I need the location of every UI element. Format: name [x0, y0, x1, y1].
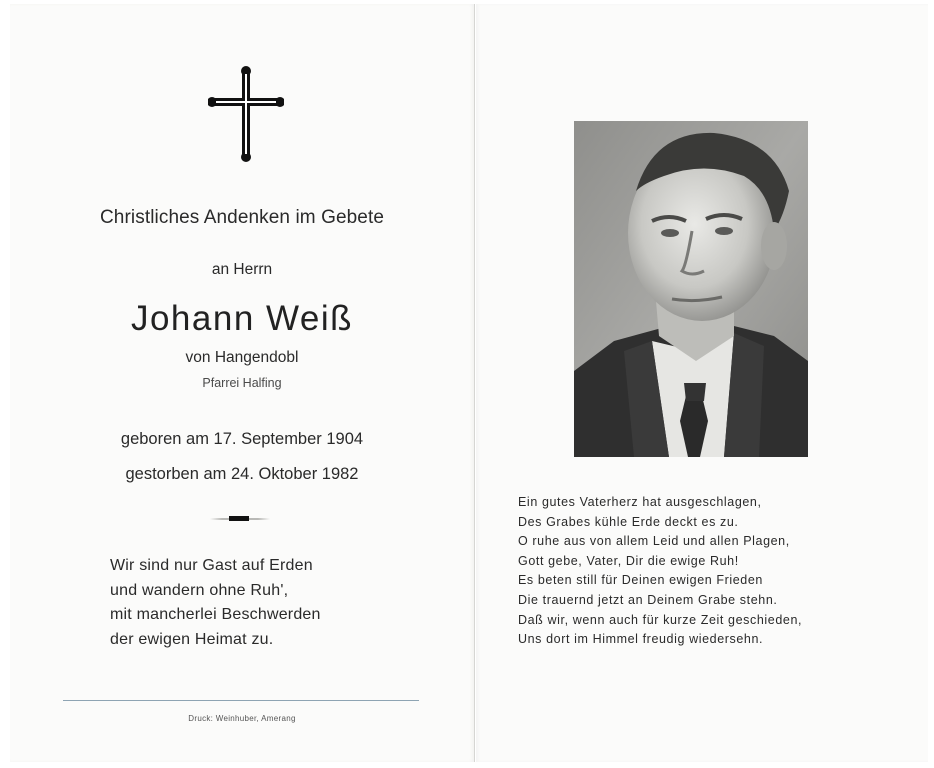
verse-line: Die trauernd jetzt an Deinem Grabe stehn. [518, 592, 778, 607]
verse-line: mit mancherlei Beschwerden [110, 606, 321, 623]
footer-rule [63, 700, 419, 701]
verse-line: Wir sind nur Gast auf Erden [110, 557, 313, 574]
verse-line: Es beten still für Deinen ewigen Frieden [518, 573, 763, 588]
verse-line: der ewigen Heimat zu. [110, 630, 274, 648]
front-verse [110, 554, 430, 652]
death-date: gestorben am 24. Oktober 1982 [125, 465, 359, 483]
verse-line: Uns dort im Himmel freudig wiedersehn. [518, 632, 764, 647]
verse-line: und wandern ohne Ruh', [110, 581, 289, 599]
birth-date: geboren am 17. September 1904 [120, 430, 364, 448]
parish-line: Pfarrei Halfing [202, 376, 282, 390]
cross-icon [208, 66, 284, 162]
verse-line: Daß wir, wenn auch für kurze Zeit geschieden, [518, 612, 803, 627]
divider-mark [229, 516, 249, 521]
memorial-card-front [10, 4, 475, 762]
title-line: Christliches Andenken im Gebete [99, 207, 385, 228]
verse-line: Des Grabes kühle Erde deckt es zu. [518, 514, 739, 529]
deceased-name: Johann Weiß [130, 299, 354, 338]
portrait-photo [574, 121, 808, 457]
verse-line: Gott gebe, Vater, Dir die ewige Ruh! [518, 553, 739, 568]
memorial-card-back [476, 4, 928, 762]
verse-line: O ruhe aus von allem Leid und allen Plagen, [518, 534, 790, 549]
printer-credit: Druck: Weinhuber, Amerang [188, 714, 296, 723]
verse-line: Ein gutes Vaterherz hat ausgeschlagen, [518, 495, 762, 509]
back-verse [518, 493, 918, 650]
salutation: an Herrn [211, 261, 273, 278]
origin-line: von Hangendobl [185, 349, 299, 366]
